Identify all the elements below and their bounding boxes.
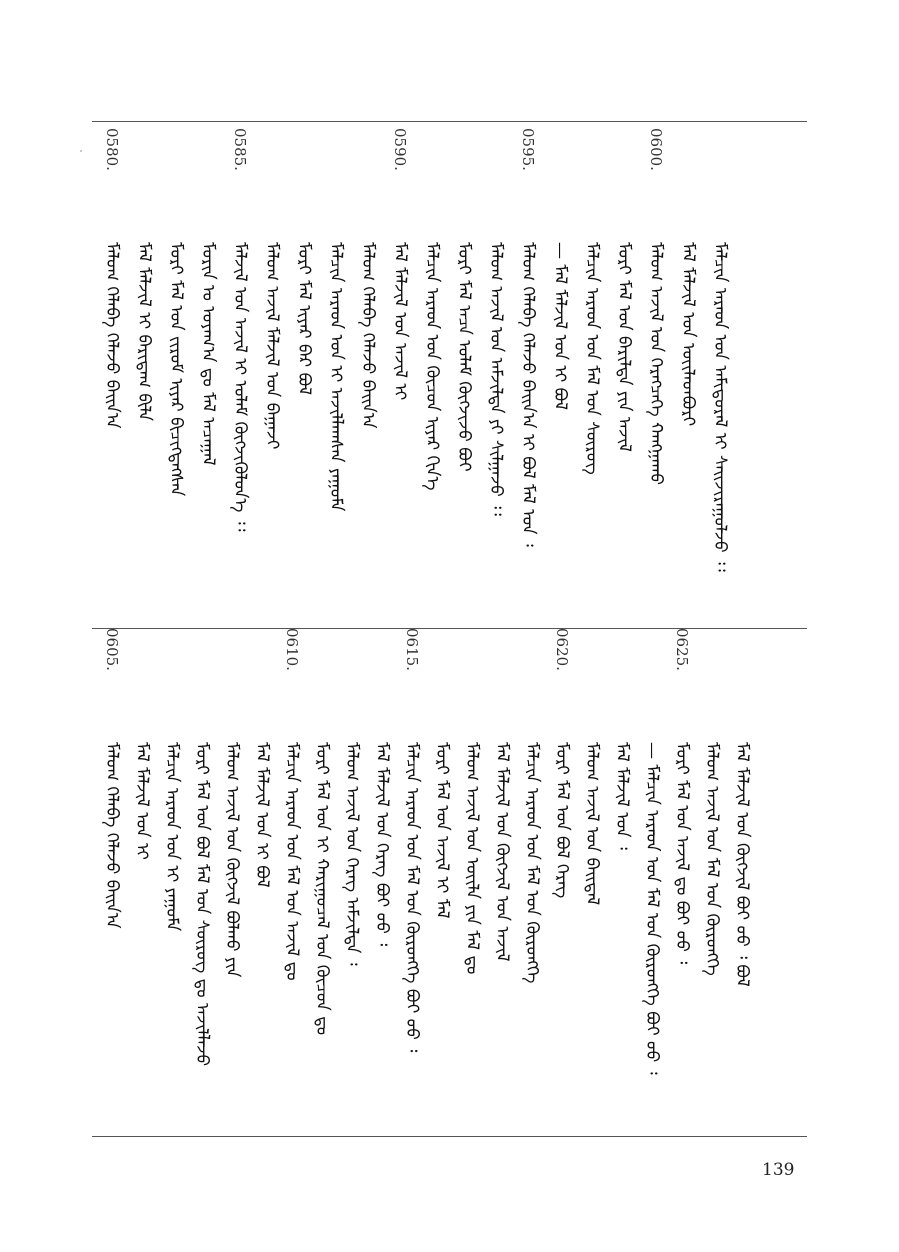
verse-line: ᠮᠠᠯ ᠮᠠᠯᠵᠢᠯ ᠤᠨ ᠢ ᠪᠤᠯ [252,742,272,888]
verse-line: ᠮᠠᠯᠤᠭ ᠠᠵᠢᠯ ᠤᠨ ᠬᠡᠷᠡᠭᠴᠡᠭᠡ ᠬᠠᠩᠭᠠᠬᠤ [646,242,666,486]
verse-column [644,128,668,600]
verse-line: ᠮᠤᠷᠢ ᠮᠠᠯ ᠤᠨ ᠪᠤᠯ ᠬᠡᠷᠡᠭ [552,742,572,899]
verse-column [260,190,284,600]
middle-rule [92,628,807,629]
verse-line: ᠮᠠᠯᠴᠢᠨ ᠠᠷᠠᠳ ᠤᠨ ᠮᠠᠯ ᠤᠨ ᠰᠦᠷᠦᠭ [582,242,602,475]
verse-column [400,628,424,1110]
verse-line: ᠮᠤᠷᠢ ᠮᠠᠯ ᠤᠨ ᠠᠵᠢᠯ ᠳᠤ ᠪᠤᠢ ᠤᠤ ᠄ [672,742,692,965]
verse-column [132,190,156,600]
verse-column [640,690,664,1110]
verse-column [160,690,184,1110]
scan-speck [80,150,82,152]
verse-column [220,690,244,1110]
verse-line: ᠮᠠᠯᠤᠭ ᠠᠵᠢᠯ ᠤᠨ ᠪᠠᠢᠳᠠᠯ [582,742,602,906]
verse-line: ᠮᠠᠯᠴᠢᠨ ᠠᠷᠠᠳ ᠤᠨ ᠢ ᠶᠠᠭᠤᠮᠠ [162,742,182,932]
verse-column [250,690,274,1110]
verse-line: ᠮᠤᠷᠢ ᠮᠠᠯ ᠤᠨ ᠪᠤᠯ ᠮᠠᠯ ᠤᠨ ᠰᠦᠷᠦᠭ ᠳᠤ ᠠᠵᠢᠯᠯᠠᠵᠤ [192,742,212,1067]
verse-column [196,190,220,600]
verse-line: ᠮᠠᠯᠤᠭ ᠬᠡᠯᠡᠪᠡ ᠬᠡᠯᠡᠵᠦ ᠪᠠᠢᠨ᠎ᠠ ᠢ ᠪᠤᠯ ᠮᠠᠯ ᠤᠨ ᠄ [518,242,538,547]
verse-line: ᠮᠤᠷᠢ ᠮᠠᠯ ᠤᠨ ᠢ ᠬᠠᠷᠢᠭᠤᠴᠠᠯ ᠤᠨ ᠬᠦᠴᠦᠨ ᠳᠤ [312,742,332,1036]
verse-line: ᠮᠠᠯ ᠮᠠᠯᠵᠢᠯ ᠤᠨ ᠢ [132,742,152,860]
verse-column [190,690,214,1110]
line-number: 0605. [103,628,121,671]
page-number: 139 [762,1160,795,1180]
verse-line: ᠮᠣᠷᠢ ᠮᠠᠯ ᠢᠶᠠᠷ ᠪᠠᠷ ᠪᠤᠯ [294,242,314,395]
verse-column [370,690,394,1110]
verse-line: ᠮᠠᠯᠴᠢᠨ ᠠᠷᠠᠳ ᠤᠨ ᠠᠮᠢᠳᠤᠷᠠᠯ ᠢ ᠰᠠᠢᠵᠢᠷᠠᠭᠤᠯᠵᠤ ᠄᠄ [710,242,730,572]
top-rule [92,121,807,122]
verse-column [164,190,188,600]
verse-column [580,690,604,1110]
line-number: 0600. [647,128,665,171]
verse-column [612,190,636,600]
verse-column [730,690,754,1110]
verse-line: ᠮᠠᠯᠤᠭ ᠬᠡᠯᠡᠪᠡ ᠬᠡᠯᠡᠵᠦ ᠪᠠᠢᠨ᠎ᠠ [102,242,122,429]
verse-line: ᠮᠤᠷᠢ ᠮᠠᠯ ᠠᠴᠠ ᠤᠯᠠᠮ ᠬᠥᠭᠵᠢᠵᠦ ᠪᠤᠢ [454,242,474,472]
line-number: 0610. [283,628,301,671]
verse-line: ᠮᠠᠯᠴᠢᠨ ᠠᠷᠠᠳ ᠤᠨ ᠮᠠᠯ ᠤᠨ ᠬᠥᠷᠦᠩᠭᠡ [522,742,542,984]
verse-line: ᠮᠠᠯ ᠮᠠᠯᠵᠢᠯ ᠤᠨ ᠬᠥᠭᠵᠢᠯ ᠪᠤᠢ ᠤᠤ ᠄ ᠪᠤᠯ [732,742,752,987]
verse-line: ᠮᠠᠯ ᠮᠠᠯᠵᠢᠯ ᠤᠨ ᠦᠢᠯᠡᠳᠪᠦᠷᠢ [678,242,698,427]
verse-column [484,190,508,600]
section-upper [92,128,807,600]
verse-line: ᠮᠠᠯᠤᠭ ᠠᠵᠢᠯ ᠤᠨ ᠬᠥᠭᠵᠢᠯ ᠪᠤᠯᠬᠤ ᠶᠢᠨ [222,742,242,978]
verse-line: ᠮᠠᠯᠴᠢᠨ ᠠᠷᠠᠳ ᠤᠨ ᠢ ᠠᠵᠢᠯᠯᠠᠭᠰᠠᠨ ᠶᠠᠭᠤᠮᠠ [326,242,346,512]
verse-line: ᠮᠠᠯ ᠮᠠᠯᠵᠢᠯ ᠤᠨ ᠠᠵᠢᠯ ᠢ [390,242,410,401]
verse-line: ᠮᠠᠯᠤᠭ ᠠᠵᠢᠯ ᠤᠨ ᠠᠮᠵᠢᠯᠲᠠ ᠶᠢ ᠰᠢᠯᠭᠠᠵᠤ ᠄᠄ [486,242,506,516]
verse-line: ᠮᠤᠷᠢ ᠮᠠᠯ ᠤᠨ ᠪᠠᠷᠢᠯᠲᠠ ᠶᠢᠨ ᠠᠵᠢᠯ [614,242,634,452]
verse-column [388,128,412,600]
verse-line: ᠮᠠᠯᠤᠭ ᠠᠵᠢᠯ ᠤᠨ ᠦᠢᠯᠡ ᠶᠢᠨ ᠮᠠᠯ ᠳᠤ [462,742,482,975]
verse-column [700,690,724,1110]
verse-column [452,190,476,600]
verse-line: ᠮᠠᠯ ᠮᠠᠯᠵᠢᠯ ᠤᠨ ᠬᠡᠷᠡᠭ ᠪᠤᠢ ᠤᠤ ᠄ [372,742,392,947]
verse-column [460,690,484,1110]
verse-line: ᠮᠠᠯᠵᠢᠯ ᠤᠨ ᠠᠵᠢᠯ ᠢ ᠤᠯᠠᠮ ᠬᠥᠭᠵᠢᠭᠦᠯᠦᠨ᠎ᠡ ᠄᠄ [230,242,250,532]
verse-column [228,128,252,600]
verse-line: ᠮᠠᠯᠴᠢᠨ ᠠᠷᠠᠳ ᠤᠨ ᠬᠦᠴᠦᠨ ᠢᠶᠠᠷ ᠬᠢᠨ᠎ᠡ [422,242,442,491]
bottom-rule [92,1136,807,1137]
line-number: 0580. [103,128,121,171]
verse-column [130,690,154,1110]
line-number: 0595. [519,128,537,171]
section-lower [92,628,807,1110]
verse-column [708,190,732,600]
verse-column [490,690,514,1110]
verse-column [670,628,694,1110]
verse-line: ᠮᠠᠯ ᠮᠠᠯᠵᠢᠯ ᠤᠨ ᠄ [612,742,632,850]
verse-column [100,128,124,600]
verse-line: ᠮᠠᠯ ᠮᠠᠯᠵᠢᠯ ᠢ ᠪᠠᠷᠢᠳᠠᠭ ᠪᠢᠯᠡ [134,242,154,422]
verse-line: ᠮᠠᠯᠤᠭ ᠠᠵᠢᠯ ᠮᠠᠯᠵᠢᠯ ᠤᠨ ᠪᠠᠭᠠᠵᠢ [262,242,282,450]
verse-column [676,190,700,600]
verse-column [580,190,604,600]
verse-column [324,190,348,600]
verse-line: ᠮᠠᠯᠴᠢᠨ ᠠᠷᠠᠳ ᠤᠨ ᠮᠠᠯ ᠤᠨ ᠬᠥᠷᠦᠩᠭᠡ ᠪᠤᠢ ᠤᠤ ᠄ [402,742,422,1053]
verse-line: — ᠮᠠᠯᠴᠢᠨ ᠠᠷᠠᠳ ᠤᠨ ᠮᠠᠯ ᠤᠨ ᠬᠥᠷᠦᠩᠭᠡ ᠪᠤᠢ ᠤᠤ ᠄ [642,742,662,1075]
verse-column [292,190,316,600]
line-number: 0615. [403,628,421,671]
verse-column [420,190,444,600]
verse-line: ᠮᠠᠯᠤᠭ ᠬᠡᠯᠡᠪᠡ ᠬᠡᠯᠡᠵᠦ ᠪᠠᠢᠨ᠎ᠠ [102,742,122,929]
verse-column [100,628,124,1110]
verse-column [550,628,574,1110]
verse-column [548,190,572,600]
line-number: 0585. [231,128,249,171]
verse-line: ᠮᠤᠷᠢ ᠮᠠᠯ ᠤᠨ ᠵᠢᠷᠤᠮ ᠢᠶᠠᠷ ᠪᠢᠴᠢᠭᠳᠡᠭᠰᠡᠨ [166,242,186,497]
verse-line: ᠮᠠᠯᠴᠢᠨ ᠠᠷᠠᠳ ᠤᠨ ᠮᠠᠯ ᠤᠨ ᠠᠵᠢᠯ ᠳᠤ [282,742,302,981]
line-number: 0590. [391,128,409,171]
verse-line: ᠮᠠᠯᠤᠭ ᠠᠵᠢᠯ ᠤᠨ ᠮᠠᠯ ᠤᠨ ᠬᠥᠷᠦᠩᠭᠡ [702,742,722,976]
line-number: 0625. [673,628,691,671]
verse-column [430,690,454,1110]
verse-line: — ᠮᠠᠯ ᠮᠠᠯᠵᠢᠯ ᠤᠨ ᠢ ᠪᠤᠯ [550,242,570,411]
verse-column [310,690,334,1110]
verse-column [356,190,380,600]
verse-line: ᠮᠠᠯ ᠮᠠᠯᠵᠢᠯ ᠤᠨ ᠬᠥᠭᠵᠢᠯ ᠤᠨ ᠠᠵᠢᠯ [492,742,512,962]
verse-column [280,628,304,1110]
verse-line: ᠮᠤᠷᠢ ᠮᠠᠯ ᠤᠨ ᠠᠵᠢᠯ ᠢ ᠮᠠᠯ [432,742,452,919]
verse-column [340,690,364,1110]
verse-line: ᠮᠣᠷᠢᠨ ᠤ ᠤᠶᠠᠭ᠎ᠠ ᠳᠤ ᠮᠠᠯ ᠠᠴᠠᠭᠠᠯ [198,242,218,466]
verse-line: ᠮᠠᠯᠤᠭ ᠬᠡᠯᠡᠪᠡ ᠬᠡᠯᠡᠵᠦ ᠪᠠᠢᠨ᠎ᠠ [358,242,378,429]
line-number: 0620. [553,628,571,671]
verse-column [610,690,634,1110]
verse-line: ᠮᠠᠯᠤᠭ ᠠᠵᠢᠯ ᠤᠨ ᠬᠡᠷᠡᠭ ᠠᠮᠵᠢᠯᠲᠠ ᠄ [342,742,362,966]
verse-column [516,128,540,600]
verse-column [520,690,544,1110]
